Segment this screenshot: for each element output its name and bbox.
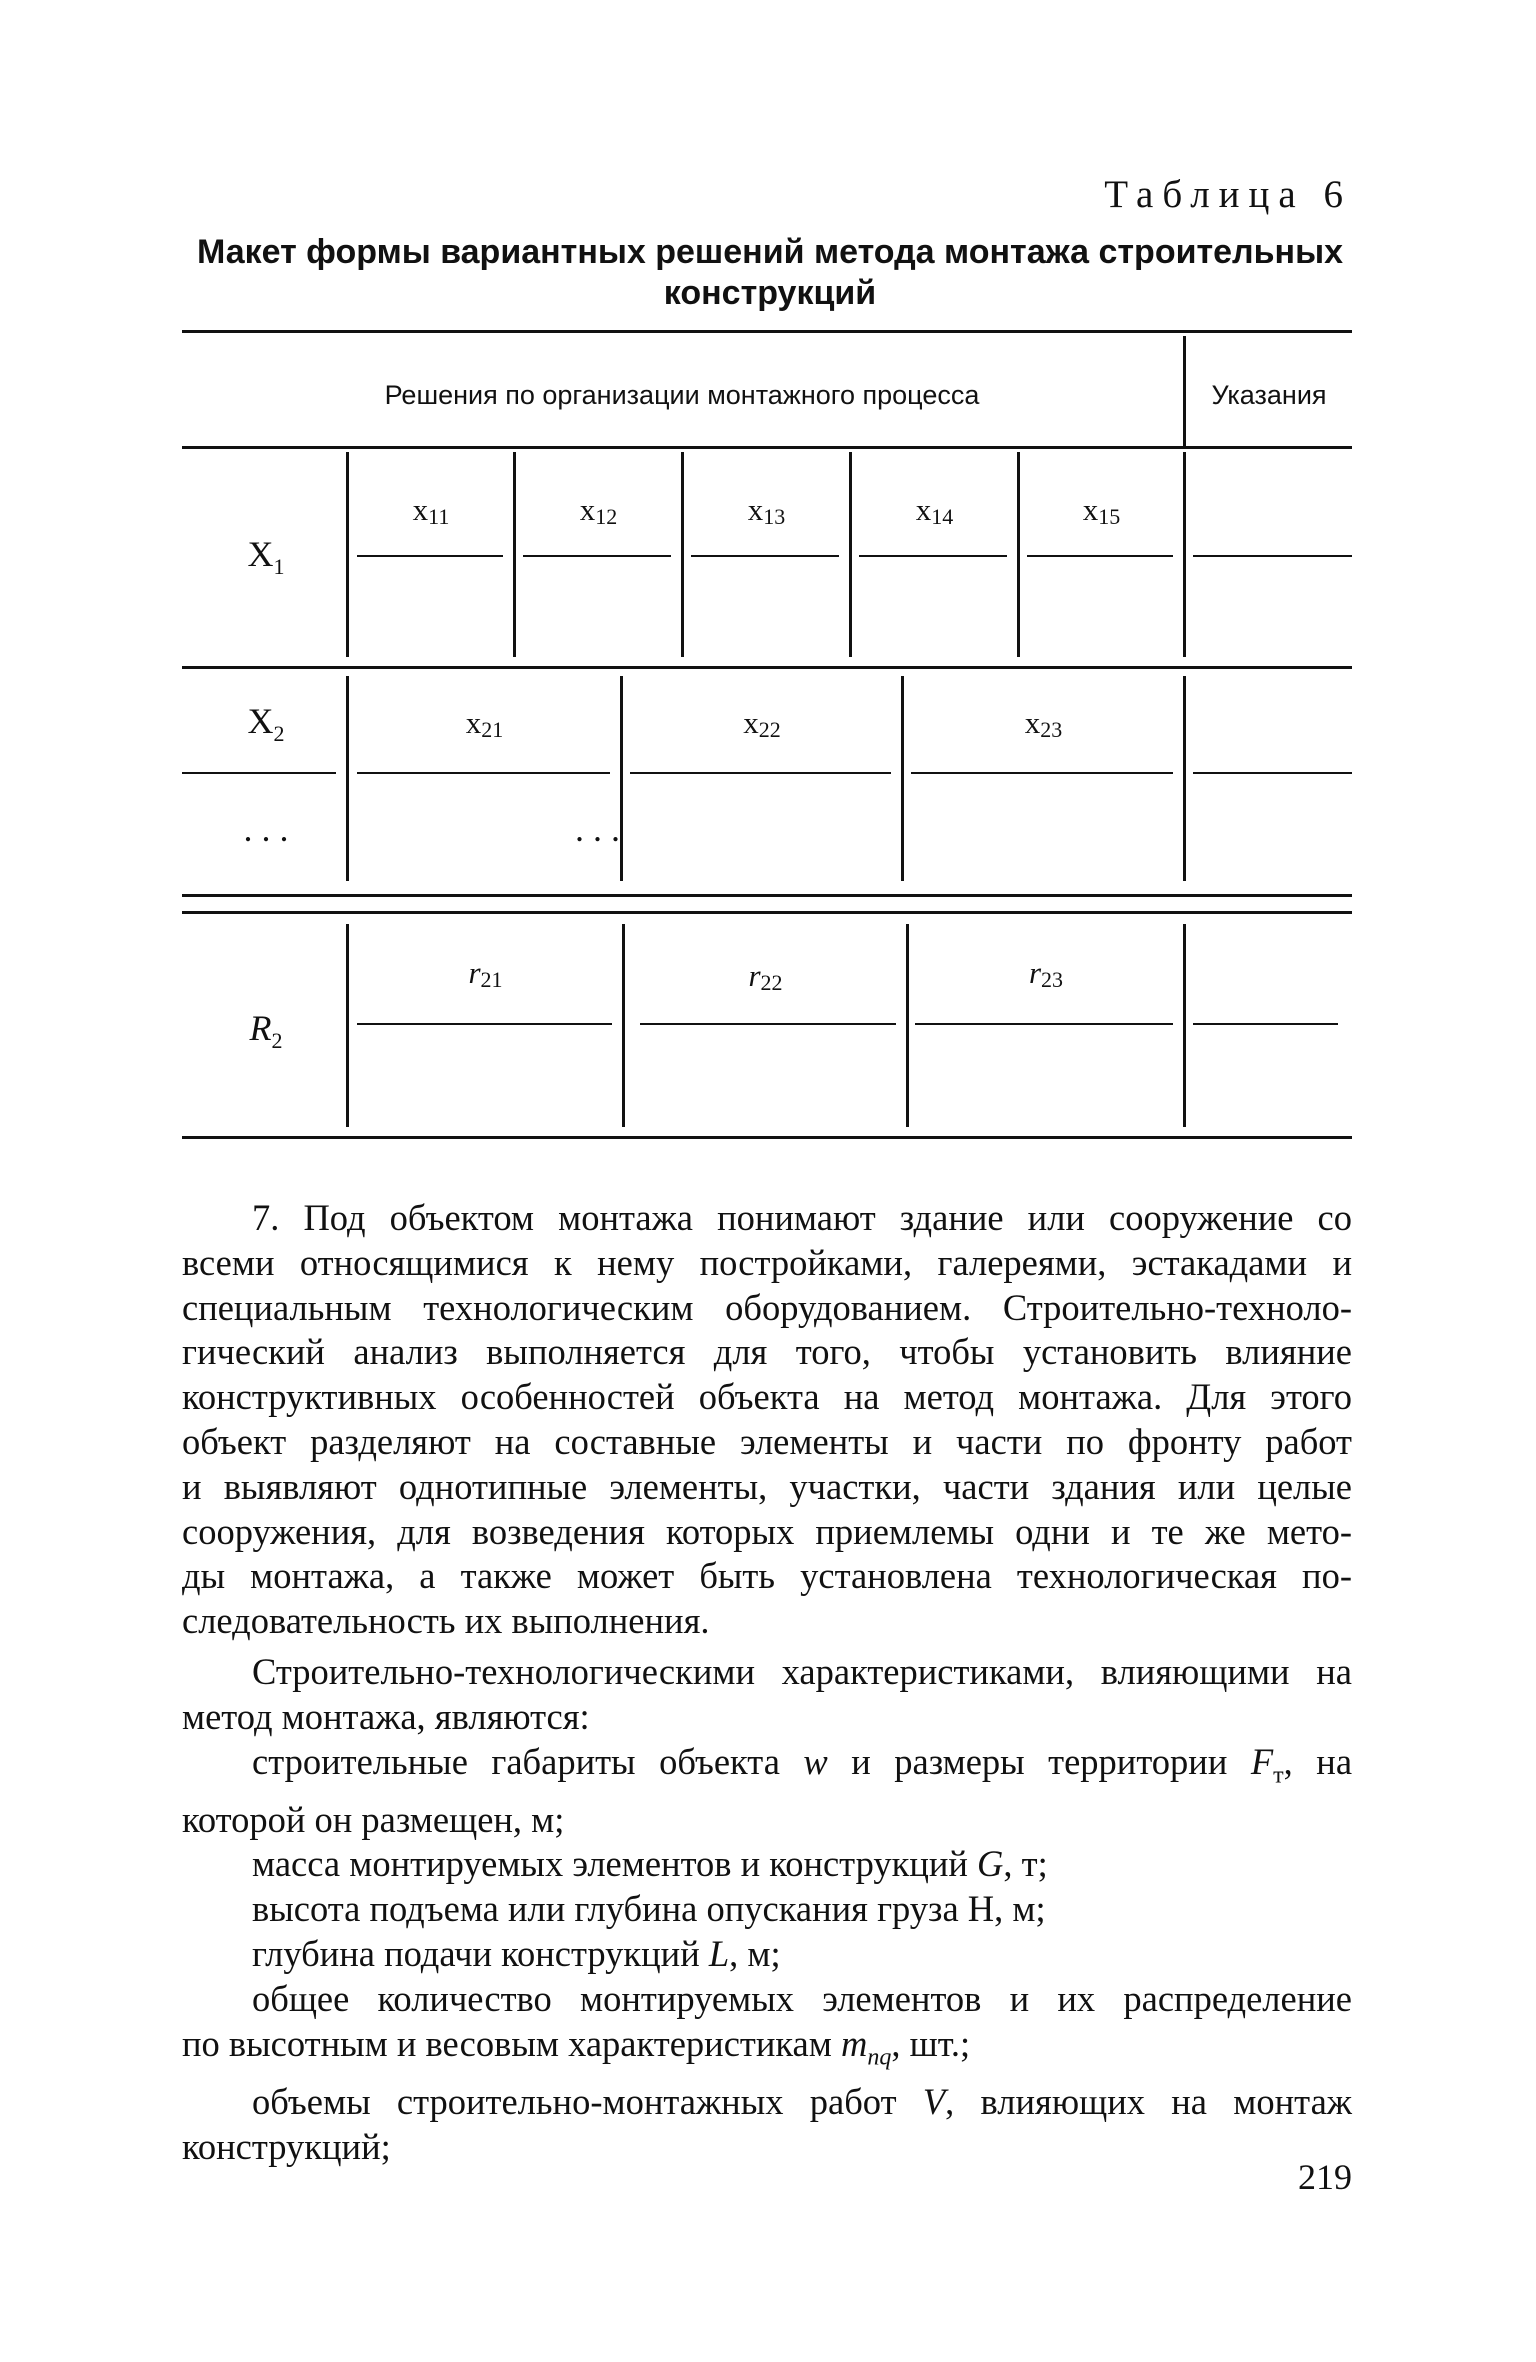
list-item-volumes: объемы строительно-монтажных работ V, влияющих на монтаж [252, 2080, 1352, 2122]
cell-x11: $x_{11}$ [412, 492, 450, 529]
cell-x15: $x_{15}$ [1082, 492, 1121, 529]
list-item-quantity: общее количество монтируемых элементов и их распределение [252, 1977, 1352, 2019]
header-bottom-rule [182, 446, 1352, 449]
list-item-dimensions: строительные габариты объекта w и размеры территории $F_т$, на [252, 1740, 1353, 1788]
row-x1-mid-rule [859, 555, 1007, 557]
paragraph-line: сооружения, для возведения которых приемлемы одни и те же мето- [182, 1510, 1352, 1552]
row-r2-label: $R_2$ [249, 1008, 283, 1054]
cell-r22: $r_{22}$ [748, 958, 783, 995]
cell-x22: $x_{22}$ [743, 705, 781, 742]
paragraph-line: специальным технологическим оборудованием. Строительно-техноло- [182, 1286, 1352, 1328]
row-r2-mid-rule [915, 1023, 1173, 1025]
row-x1-mid-rule [357, 555, 503, 557]
header-decisions: Решения по организации монтажного процесса [384, 380, 980, 410]
table-title [182, 232, 1358, 314]
row-r2-mid-rule [357, 1023, 612, 1025]
row-x1-divider [849, 452, 852, 657]
row-x1-divider [346, 452, 349, 657]
list-item-height: высота подъема или глубина опускания груза Н, м; [252, 1888, 1046, 1930]
row-r2-divider [622, 924, 625, 1127]
table-top-rule [182, 330, 1352, 333]
list-item-quantity-end: по высотным и весовым характеристикам $m_{nq}$, шт.; [182, 2022, 971, 2070]
row-x1-divider [513, 452, 516, 657]
characteristics-intro-end: метод монтажа, являются: [182, 1695, 590, 1737]
row-x2-mid-rule [630, 772, 891, 774]
table-bottom-rule [182, 1136, 1352, 1139]
row-x1-divider [681, 452, 684, 657]
row-x2-mid-rule [911, 772, 1173, 774]
table-title-line-2: конструкций [663, 274, 877, 312]
paragraph-7 [182, 1196, 1352, 1644]
cell-ellipsis: . . . [575, 809, 620, 849]
header-instructions: Указания [1211, 380, 1327, 410]
cell-x21: $x_{21}$ [465, 705, 504, 742]
row-x2-bottom-rule-2 [182, 911, 1352, 914]
paragraph-line: ды монтажа, а также может быть установлена технологическая по- [182, 1555, 1352, 1597]
row-x1-mid-rule [1193, 555, 1352, 557]
row-x2-mid-rule [182, 772, 336, 774]
row-x1-mid-rule [523, 555, 671, 557]
row-r2-divider [1183, 924, 1186, 1127]
paragraph-line: конструктивных особенностей объекта на метод монтажа. Для этого [182, 1376, 1352, 1418]
table-caption: Таблица 6 [1104, 173, 1352, 216]
table-title-line-1: Макет формы вариантных решений метода монтажа строительных [196, 233, 1344, 271]
row-r2-mid-rule [1193, 1023, 1338, 1025]
paragraph-line: всеми относящимися к нему постройками, галереями, эстакадами и [182, 1241, 1352, 1283]
paragraph-line: и выявляют однотипные элементы, участки, части здания или целые [182, 1465, 1352, 1507]
list-item-dimensions-end: которой он размещен, м; [182, 1798, 565, 1840]
row-x1-mid-rule [691, 555, 839, 557]
cell-x13: $x_{13}$ [747, 492, 786, 529]
list-item-mass: масса монтируемых элементов и конструкций G, т; [252, 1843, 1048, 1885]
cell-x12: $x_{12}$ [579, 492, 618, 529]
row-x2-label: $X_2$ [247, 701, 285, 747]
paragraph-line: объект разделяют на составные элементы и части по фронту работ [182, 1420, 1352, 1462]
paragraph-line: 7. Под объектом монтажа понимают здание или сооружение со [252, 1197, 1352, 1238]
list-item-depth: глубина подачи конструкций L, м; [252, 1933, 781, 1975]
row-x1-bottom-rule [182, 666, 1352, 669]
row-x2-mid-rule [357, 772, 610, 774]
row-x1-divider [1183, 452, 1186, 657]
cell-r21: $r_{21}$ [468, 955, 503, 992]
row-x1-divider [1017, 452, 1020, 657]
row-x1-label: $X_1$ [247, 534, 285, 580]
row-x2-bottom-rule-1 [182, 894, 1352, 897]
page-number: 219 [1298, 2157, 1352, 2197]
cell-r23: $r_{23}$ [1028, 955, 1064, 992]
characteristics-intro: Строительно-технологическими характеристиками, влияющими на [252, 1651, 1352, 1692]
row-x1-mid-rule [1027, 555, 1173, 557]
cell-x23: $x_{23}$ [1024, 705, 1063, 742]
row-x2-divider [1183, 676, 1186, 881]
row-x2-mid-rule [1193, 772, 1352, 774]
list-item-volumes-end: конструкций; [182, 2125, 391, 2167]
paragraph-line: гический анализ выполняется для того, чтобы установить влияние [182, 1331, 1352, 1373]
row-r2-mid-rule [640, 1023, 896, 1025]
characteristics-section [182, 1650, 1352, 2169]
paragraph-line: следовательность их выполнения. [182, 1600, 710, 1642]
row-ellipsis-label: . . . [243, 809, 289, 849]
cell-x14: $x_{14}$ [915, 492, 954, 529]
